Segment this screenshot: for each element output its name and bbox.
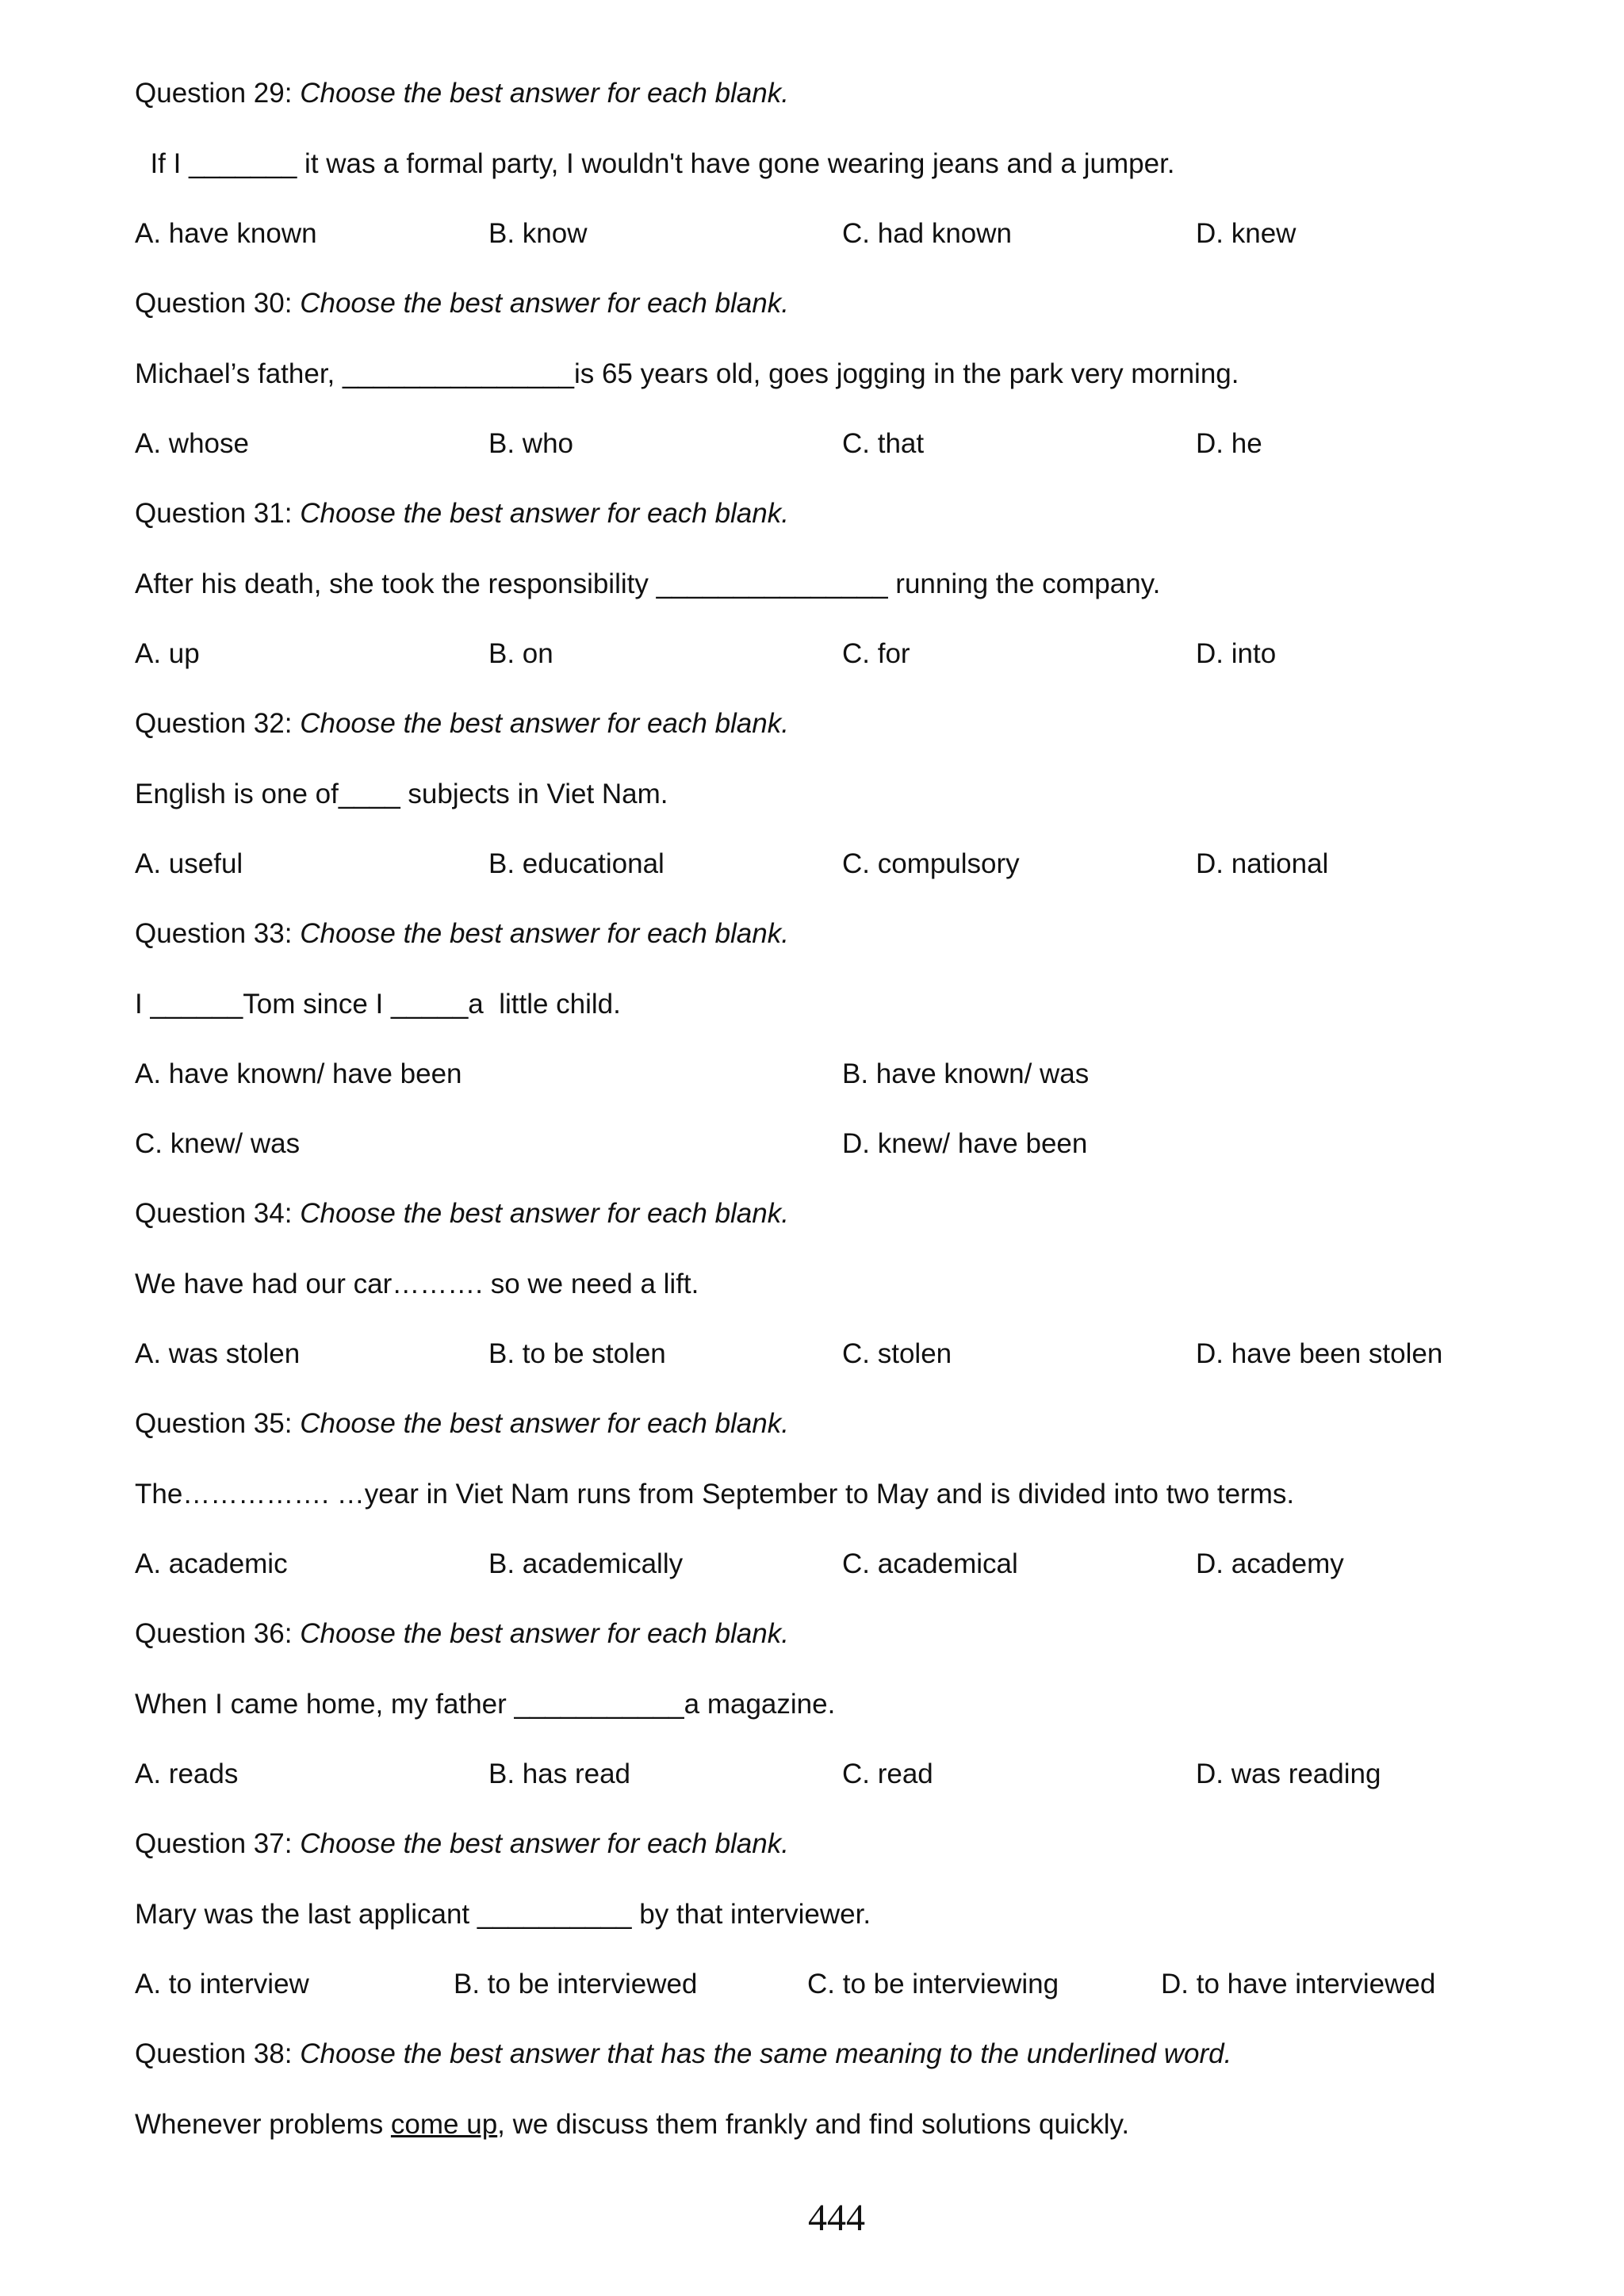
option-a: A. have known/ have been — [135, 1058, 462, 1089]
option-c: C. that — [842, 428, 925, 459]
question-stem: After his death, she took the responsibility _______________ running the company. — [135, 568, 1161, 599]
question-instruction: Choose the best answer for each blank. — [300, 1198, 789, 1229]
question-title — [135, 286, 789, 321]
option-a: A. academic — [135, 1548, 288, 1579]
option-c: C. for — [842, 638, 910, 669]
question-title — [135, 1406, 789, 1441]
question-stem: If I _______ it was a formal party, I wouldn't have gone wearing jeans and a jumper. — [135, 148, 1175, 179]
option-b: B. on — [488, 638, 553, 669]
option-d: D. into — [1196, 638, 1277, 669]
option-c: C. stolen — [842, 1338, 952, 1369]
stem-text: Whenever problems — [135, 2109, 391, 2140]
question-label: Question 30: — [135, 288, 293, 319]
question-stem: English is one of____ subjects in Viet Nam. — [135, 779, 668, 809]
question-label: Question 32: — [135, 708, 293, 739]
question-instruction: Choose the best answer for each blank. — [300, 498, 789, 529]
question-label: Question 36: — [135, 1618, 293, 1649]
question-instruction: Choose the best answer for each blank. — [300, 1618, 789, 1649]
option-d: D. national — [1196, 848, 1329, 879]
option-d: D. have been stolen — [1196, 1338, 1443, 1369]
question-instruction: Choose the best answer for each blank. — [300, 288, 789, 319]
question-title — [135, 1617, 789, 1651]
question-title — [135, 1827, 789, 1862]
question-stem: Mary was the last applicant __________ by that interviewer. — [135, 1899, 871, 1930]
option-c: C. to be interviewing — [807, 1969, 1059, 1999]
question-label: Question 38: — [135, 2038, 293, 2069]
option-d: D. knew/ have been — [842, 1128, 1088, 1159]
stem-text: , we discuss them frankly and find solutions quickly. — [497, 2109, 1130, 2140]
page-number: 444 — [808, 2197, 865, 2239]
option-a: A. reads — [135, 1758, 239, 1789]
option-c: C. knew/ was — [135, 1128, 301, 1159]
option-b: B. has read — [488, 1758, 630, 1789]
question-title — [135, 2037, 1231, 2072]
question-label: Question 33: — [135, 918, 293, 949]
question-stem: The……………. …year in Viet Nam runs from September to May and is divided into two terms. — [135, 1479, 1295, 1510]
option-d: D. to have interviewed — [1161, 1969, 1436, 1999]
option-b: B. know — [488, 218, 588, 249]
question-stem: We have had our car………. so we need a lift. — [135, 1269, 699, 1299]
question-stem: Michael’s father, _______________is 65 years old, goes jogging in the park very morning. — [135, 358, 1239, 389]
question-instruction: Choose the best answer for each blank. — [300, 918, 789, 949]
option-b: B. who — [488, 428, 573, 459]
option-a: A. whose — [135, 428, 249, 459]
question-instruction: Choose the best answer for each blank. — [300, 1408, 789, 1439]
option-d: D. he — [1196, 428, 1262, 459]
question-label: Question 31: — [135, 498, 293, 529]
option-a: A. useful — [135, 848, 243, 879]
question-title — [135, 76, 789, 111]
question-title — [135, 706, 789, 741]
option-c: C. read — [842, 1758, 933, 1789]
option-c: C. academical — [842, 1548, 1018, 1579]
option-b: B. academically — [488, 1548, 684, 1579]
option-b: B. to be interviewed — [454, 1969, 698, 1999]
option-a: A. up — [135, 638, 200, 669]
question-instruction: Choose the best answer for each blank. — [300, 708, 789, 739]
question-label: Question 37: — [135, 1828, 293, 1859]
option-a: A. to interview — [135, 1969, 309, 1999]
option-d: D. academy — [1196, 1548, 1344, 1579]
question-stem — [135, 2107, 1129, 2142]
question-title — [135, 496, 789, 531]
question-label: Question 34: — [135, 1198, 293, 1229]
option-b: B. to be stolen — [488, 1338, 666, 1369]
option-a: A. was stolen — [135, 1338, 301, 1369]
question-instruction: Choose the best answer that has the same meaning to the underlined word. — [300, 2038, 1232, 2069]
option-b: B. educational — [488, 848, 665, 879]
option-a: A. have known — [135, 218, 317, 249]
question-stem: I ______Tom since I _____a little child. — [135, 989, 621, 1020]
question-instruction: Choose the best answer for each blank. — [300, 1828, 789, 1859]
question-title — [135, 1196, 789, 1231]
option-d: D. knew — [1196, 218, 1297, 249]
option-c: C. had known — [842, 218, 1013, 249]
option-c: C. compulsory — [842, 848, 1020, 879]
option-d: D. was reading — [1196, 1758, 1381, 1789]
question-label: Question 29: — [135, 78, 293, 109]
option-b: B. have known/ was — [842, 1058, 1090, 1089]
question-title — [135, 916, 789, 951]
underlined-word: come up — [390, 2109, 498, 2140]
question-label: Question 35: — [135, 1408, 293, 1439]
question-stem: When I came home, my father ___________a magazine. — [135, 1689, 836, 1720]
question-instruction: Choose the best answer for each blank. — [300, 78, 789, 109]
